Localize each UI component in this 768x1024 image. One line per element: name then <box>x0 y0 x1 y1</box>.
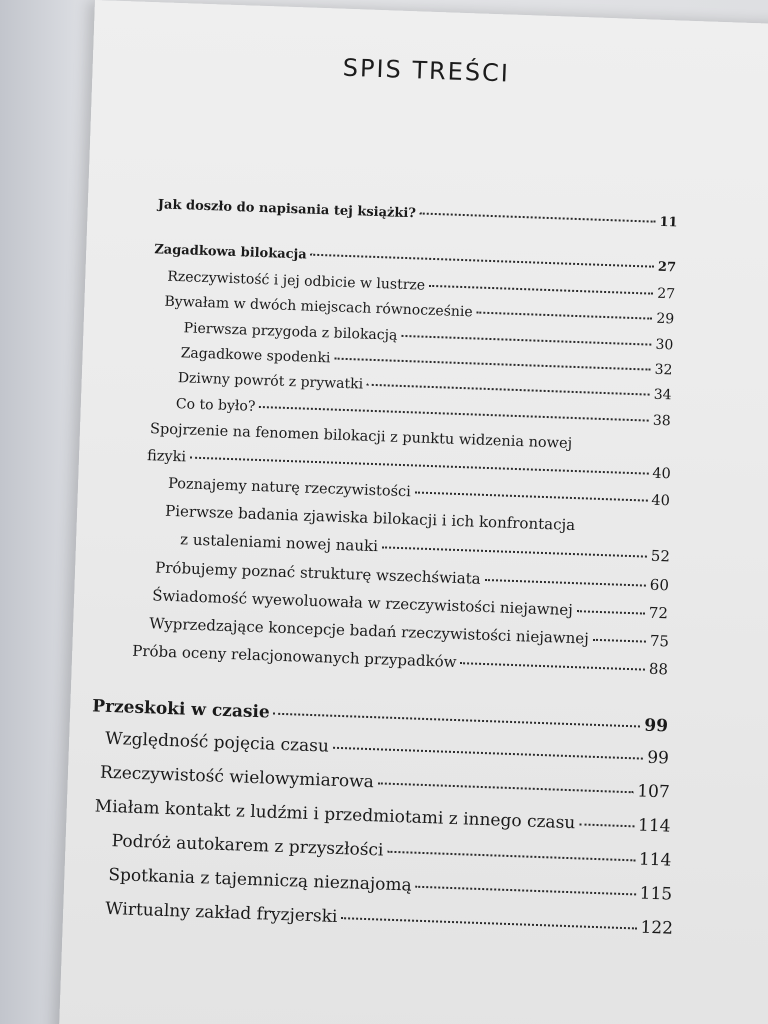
entry-page: 72 <box>648 603 669 623</box>
entry-page: 75 <box>649 631 670 651</box>
entry-title: Miałam kontakt z ludźmi i przedmiotami z innego czasu <box>94 796 576 834</box>
entry-page: 99 <box>643 715 669 737</box>
entry-page: 52 <box>650 546 671 566</box>
leader-dots <box>460 662 644 670</box>
leader-dots <box>420 212 656 222</box>
toc-entry <box>108 865 672 905</box>
leader-dots <box>579 823 634 827</box>
toc-entry <box>180 530 670 565</box>
leader-dots <box>333 747 643 760</box>
toc-entry <box>158 197 678 230</box>
leader-dots <box>593 639 646 643</box>
entry-title-line1: Pierwsze badania zjawiska bilokacji i ich konfrontacja <box>164 501 576 535</box>
entry-title: Zagadkowe spodenki <box>180 345 331 367</box>
toc-entry <box>95 796 671 836</box>
entry-page: 40 <box>652 465 672 483</box>
leader-dots <box>334 358 650 371</box>
toc-entry <box>111 831 671 871</box>
entry-page: 11 <box>659 214 678 231</box>
entry-title-line2: fizyki <box>146 448 187 466</box>
entry-title: Wyprzedzające koncepcje badań rzeczywistości niejawnej <box>148 614 590 648</box>
entry-page: 60 <box>649 575 670 595</box>
page-title: SPIS TREŚCI <box>342 53 511 88</box>
entry-page: 114 <box>637 815 671 837</box>
leader-dots <box>577 610 645 614</box>
entry-title: Jak doszło do napisania tej książki? <box>157 197 417 222</box>
leader-dots <box>378 782 634 793</box>
entry-page: 27 <box>657 259 677 276</box>
leader-dots <box>382 546 647 557</box>
leader-dots <box>387 851 635 862</box>
entry-title: Próbujemy poznać strukturę wszechświata <box>154 558 481 588</box>
leader-dots <box>367 384 650 396</box>
entry-title: Rzeczywistość wielowymiarowa <box>99 762 375 793</box>
entry-page: 27 <box>656 285 676 303</box>
entry-title: Podróż autokarem z przyszłości <box>111 831 384 861</box>
entry-title-line2: z ustaleniami nowej nauki <box>179 530 379 556</box>
leader-dots <box>311 254 654 268</box>
entry-page: 38 <box>652 412 671 430</box>
entry-title: Spotkania z tajemniczą nieznajomą <box>108 865 413 896</box>
entry-page: 29 <box>656 310 675 328</box>
entry-page: 34 <box>653 386 672 404</box>
leader-dots <box>477 312 653 320</box>
entry-title: Rzeczywistość i jej odbicie w lustrze <box>167 268 426 294</box>
entry-title: Poznajemy naturę rzeczywistości <box>167 475 412 501</box>
entry-title: Zagadkowa bilokacja <box>154 242 307 263</box>
entry-page: 30 <box>655 336 674 354</box>
entry-page: 88 <box>648 659 669 679</box>
entry-page: 107 <box>636 781 671 803</box>
entry-page: 99 <box>646 747 670 769</box>
leader-dots <box>485 579 646 587</box>
entry-title: Bywałam w dwóch miejscach równocześnie <box>164 293 473 321</box>
entry-page: 32 <box>654 361 673 379</box>
entry-title: Co to było? <box>175 396 256 415</box>
toc-entry <box>100 763 670 803</box>
entry-title: Dziwny powrót z prywatki <box>177 370 364 393</box>
entry-title: Względność pojęcia czasu <box>104 728 330 757</box>
toc-entry <box>105 729 669 769</box>
entry-title: Przeskoki w czasie <box>91 696 271 723</box>
leader-dots <box>259 406 649 422</box>
entry-title: Świadomość wyewoluowała w rzeczywistości niejawnej <box>151 586 574 620</box>
leader-dots <box>341 917 636 929</box>
leader-dots <box>429 285 653 295</box>
toc-entry <box>105 899 673 939</box>
entry-page: 122 <box>640 917 674 939</box>
entry-title: Pierwsza przygoda z bilokacją <box>183 320 398 344</box>
leader-dots <box>401 335 651 346</box>
entry-title: Próba oceny relacjonowanych przypadków <box>131 641 457 672</box>
entry-page: 40 <box>651 492 671 510</box>
leader-dots <box>416 886 636 896</box>
leader-dots <box>190 457 648 475</box>
book-page <box>59 0 768 1024</box>
entry-title: Wirtualny zakład fryzjerski <box>104 898 338 928</box>
entry-page: 115 <box>639 883 673 905</box>
leader-dots <box>415 491 648 501</box>
entry-title-line1: Spojrzenie na fenomen bilokacji z punktu widzenia nowej <box>149 421 573 452</box>
leader-dots <box>274 713 641 728</box>
entry-page: 114 <box>638 849 672 871</box>
